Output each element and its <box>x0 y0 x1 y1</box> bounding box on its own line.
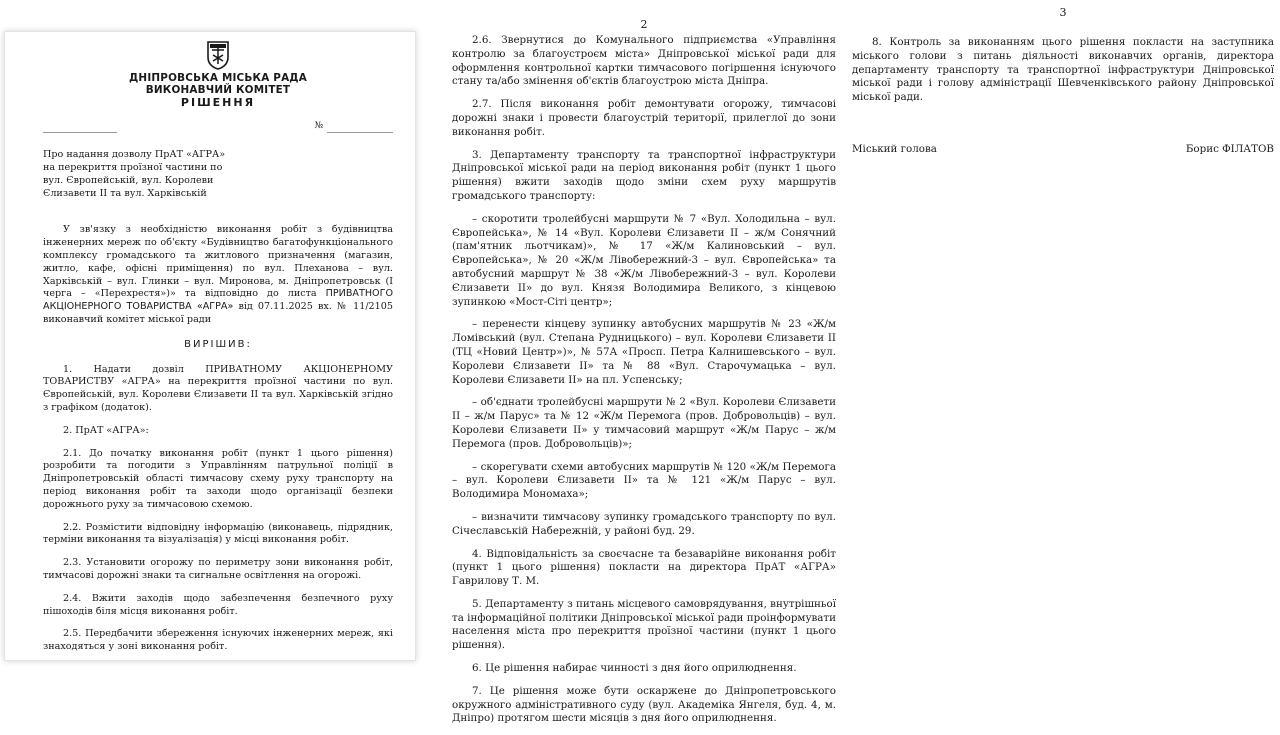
paragraph: 2.5. Передбачити збереження існуючих інженерних мереж, які знаходяться у зоні виконання робіт. <box>43 628 393 653</box>
document-page-1 <box>4 31 416 661</box>
paragraph: 8. Контроль за виконанням цього рішення покласти на заступника міського голови з питань діяльності виконавчих органів, директора департаменту транспорту та транспортної інфраструктури Дніпровської міської ради і голову адміністрації Шевченківського району Дніпровської міської ради. <box>852 36 1274 104</box>
title-line: вул. Європейській, вул. Королеви <box>43 174 214 186</box>
paragraph: 2.1. До початку виконання робіт (пункт 1 цього рішення) розробити та погодити з Управлінням патрульної поліції в Дніпропетровській області тимчасову схему руху транспорту на період виконання робіт та заходи щодо організації безпеки дорожнього руху за тимчасовою схемою. <box>43 447 393 510</box>
title-line: Єлизавети ІІ та вул. Харківській <box>43 187 207 199</box>
document-page-3 <box>852 6 1280 157</box>
title-line: Про надання дозволу ПрАТ «АГРА» <box>43 149 226 161</box>
committee-name: ВИКОНАВЧИЙ КОМІТЕТ <box>145 84 291 97</box>
number-sign: № <box>314 121 323 132</box>
council-name: ДНІПРОВСЬКА МІСЬКА РАДА <box>128 72 308 84</box>
paragraph: 6. Це рішення набирає чинності з дня його оприлюднення. <box>472 662 797 675</box>
resolve-heading: ВИРІШИВ: <box>184 338 252 350</box>
paragraph: 2.2. Розмістити відповідну інформацію (виконавець, підрядник, терміни виконання та візуалізація) у місці виконання робіт. <box>43 521 393 546</box>
date-line <box>43 132 117 133</box>
document-page-2 <box>438 18 850 735</box>
page-number: 2 <box>640 18 648 31</box>
list-item: – скоротити тролейбусні маршрути № 7 «Вул. Холодильна – вул. Європейська», № 14 «Вул. Королеви Єлизавети ІІ – ж/м Сонячний (пам'ятник льотчикам)», № 17 «Ж/м Калиновський – вул. Європейська», № 20 «Ж/м Лівобережний-3 – вул. Європейська» та автобусний маршрут № 38 «Ж/м Лівобережний-3 – вул. Королеви Єлизавети ІІ» до вул. Князя Володимира Великого, з кінцевою зупинкою «Мост-Сіті центр»; <box>452 212 836 308</box>
paragraph: 5. Департаменту з питань місцевого самоврядування, внутрішньої та інформаційної політики Дніпровської міської ради проінформувати населення міста про перекриття проїзної частини (пункт 1 цього рішення). <box>452 597 836 652</box>
number-line <box>327 132 393 133</box>
list-item: – визначити тимчасову зупинку громадського транспорту по вул. Січеславській Набережній, у районі буд. 29. <box>452 510 836 537</box>
decision-title <box>43 149 228 200</box>
list-item: – об'єднати тролейбусні маршрути № 2 «Вул. Королеви Єлизавети ІІ – ж/м Парус» та № 12 «Ж/м Перемога (пров. Добровольців) – вул. Королеви Єлизавети ІІ» у тимчасовий маршрут «Ж/м Парус – ж/м Перемога (пров. Добровольців)»; <box>452 396 836 450</box>
coat-of-arms-icon <box>206 40 230 70</box>
paragraph: 2.7. Після виконання робіт демонтувати огорожу, тимчасові дорожні знаки і провести благоустрій території, прилеглої до зони виконання робіт. <box>452 98 836 138</box>
list-item: – скорегувати схеми автобусних маршрутів № 120 «Ж/м Перемога – вул. Королеви Єлизавети ІІ» та № 121 «Ж/м Парус – вул. Володимира Мономаха»; <box>452 460 836 501</box>
paragraph: 7. Це рішення може бути оскаржене до Дніпропетровського окружного адміністративного суду (вул. Академіка Янгеля, буд. 4, м. Дніпро) протягом шести місяців з дня його оприлюднення. <box>452 684 836 725</box>
emblem <box>43 40 393 70</box>
page-number: 3 <box>1059 6 1067 19</box>
paragraph: 1. Надати дозвіл ПРИВАТНОМУ АКЦІОНЕРНОМУ ТОВАРИСТВУ «АГРА» на перекриття проїзної частини по вул. Європейській, вул. Королеви Єлизавети ІІ та вул. Харківській згідно з графіком (додаток). <box>43 363 393 413</box>
signature-title: Міський голова <box>852 142 937 155</box>
paragraph: 2.4. Вжити заходів щодо забезпечення безпечного руху пішоходів біля місця виконання робіт. <box>43 592 393 617</box>
intro-paragraph: У зв'язку з необхідністю виконання робіт з будівництва інженерних мереж по об'єкту «Будівництво багатофункціонального комплексу громадського та житлового призначення (магазин, житло, кафе, офісні приміщення) по вул. Плеханова – вул. Харківській – вул. Глинки – вул. Миронова, м. Дніпропетровськ (І черга – «Перехрестя»)» та відповідно до листа ПРИВАТНОГО АКЦІОНЕРНОГО ТОВАРИСТВА «АГРА» від 07.11.2025 вх. № 11/2105 виконавчий комітет міської ради <box>43 224 393 325</box>
list-item: – перенести кінцеву зупинку автобусних маршрутів № 23 «Ж/м Ломівський (вул. Степана Рудницького) – вул. Королеви Єлизавети ІІ (ТЦ «Новий Центр»)», № 57А «Просп. Петра Калнишевського – вул. Королеви Єлизавети ІІ» та № 88 «Вул. Старочумацька – вул. Королеви Єлизавети ІІ» на пл. Успенську; <box>452 318 836 386</box>
paragraph: 4. Відповідальність за своєчасне та безаварійне виконання робіт (пункт 1 цього рішення) покласти на директора ПрАТ «АГРА» Гаврилову Т. М. <box>452 547 836 588</box>
signature-block <box>852 143 1274 157</box>
paragraph: 2. ПрАТ «АГРА»: <box>63 424 149 436</box>
paragraph: 2.3. Установити огорожу по периметру зони виконання робіт, тимчасові дорожні знаки та сигнальне освітлення на огорожі. <box>43 557 393 581</box>
paragraph: 2.6. Звернутися до Комунального підприємства «Управління контролю за благоустроєм міста» Дніпровської міської ради для оформлення контрольної картки тимчасового погіршення існуючого стану та/або змінення об'єктів благоустрою міста Дніпра. <box>452 34 836 88</box>
paragraph: 3. Департаменту транспорту та транспортної інфраструктури Дніпровської міської ради на період виконання робіт (пункт 1 цього рішення) вжити заходів щодо зміни схем руху маршрутів громадського транспорту: <box>452 148 836 202</box>
title-line: на перекриття проїзної частини по <box>43 162 223 174</box>
decision-heading: РІШЕННЯ <box>180 95 256 109</box>
signature-name: Борис ФІЛАТОВ <box>1185 142 1274 155</box>
decision-number-row <box>43 119 393 133</box>
